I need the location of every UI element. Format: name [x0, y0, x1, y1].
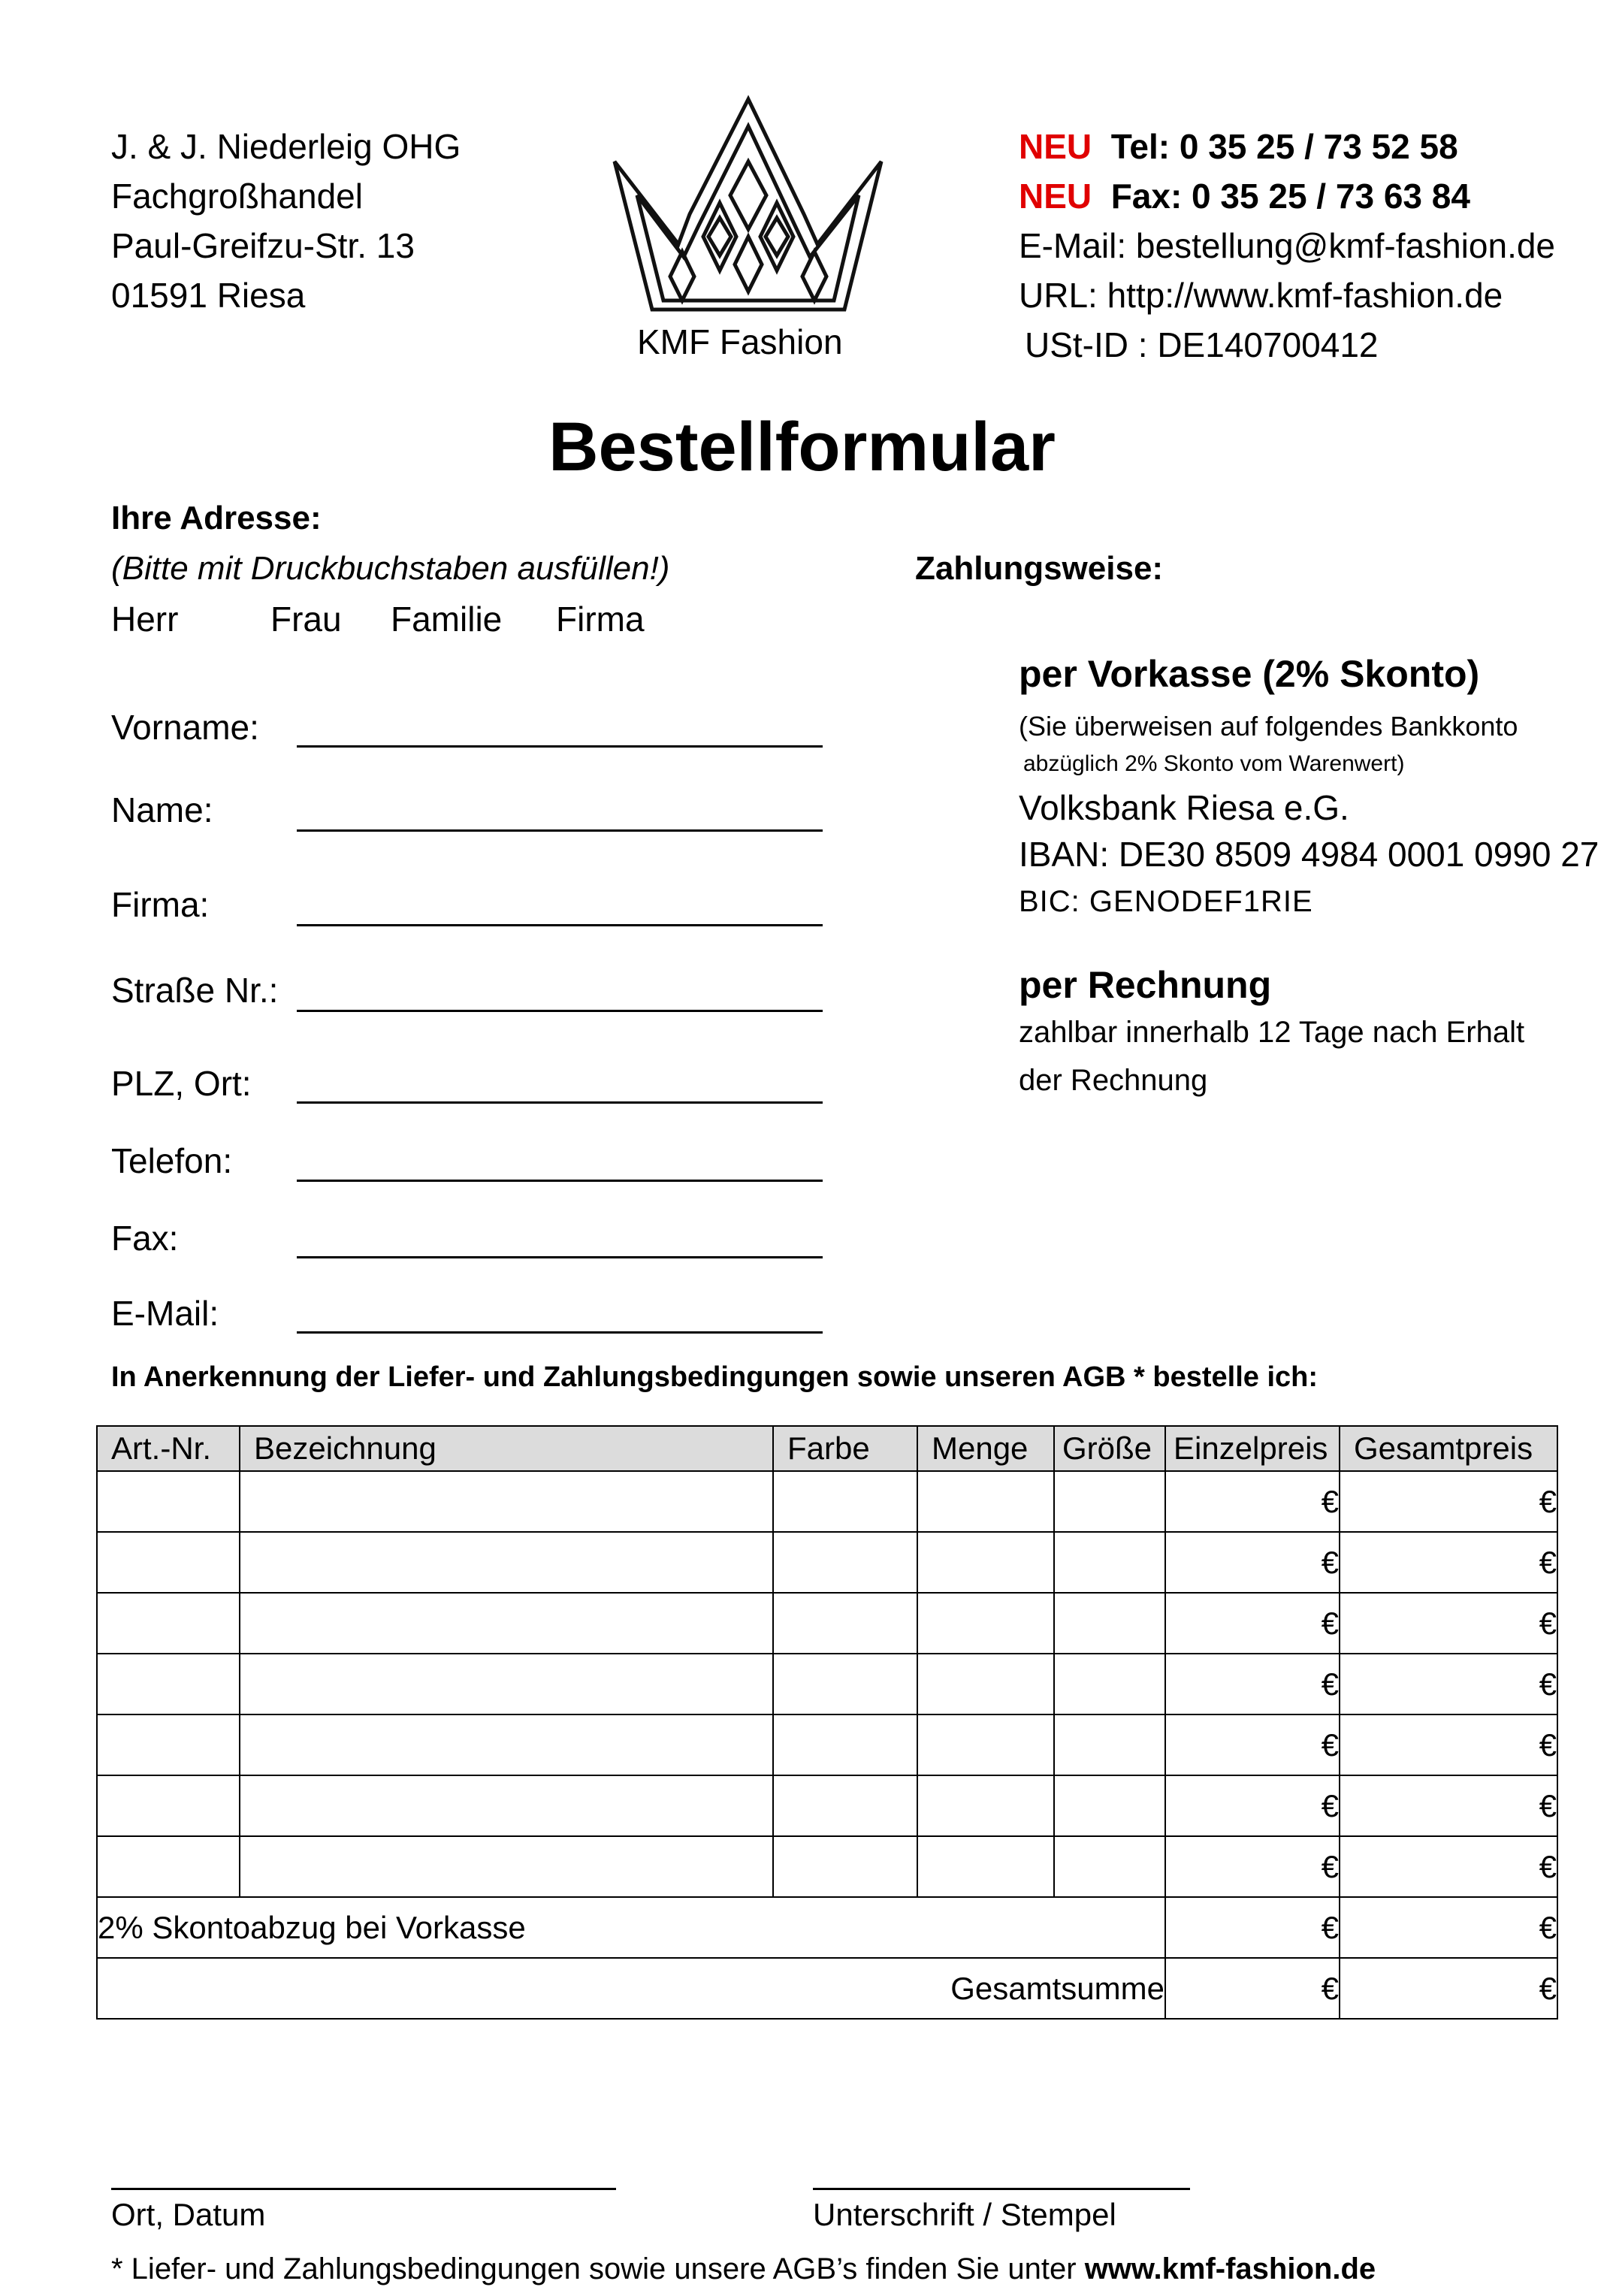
- fax-number: Fax: 0 35 25 / 73 63 84: [1110, 177, 1470, 216]
- field-firma[interactable]: [297, 924, 823, 926]
- cell-menge[interactable]: [917, 1593, 1054, 1654]
- label-name: Name:: [111, 790, 213, 829]
- cell-menge[interactable]: [917, 1775, 1054, 1836]
- footer-text: * Liefer- und Zahlungsbedingungen sowie unsere AGB’s finden Sie unter: [111, 2252, 1085, 2285]
- consent-text: In Anerkennung der Liefer- und Zahlungsbedingungen sowie unseren AGB * bestelle ich:: [111, 1361, 1319, 1393]
- cell-farbe[interactable]: [773, 1532, 917, 1593]
- salutation-herr[interactable]: Herr: [111, 600, 179, 639]
- salutation-familie[interactable]: Familie: [391, 600, 503, 639]
- total-label: Gesamtsumme: [97, 1958, 1165, 2019]
- cell-farbe[interactable]: [773, 1654, 917, 1714]
- url-line: URL: http://www.kmf-fashion.de: [1019, 276, 1503, 315]
- cell-bezeichnung[interactable]: [240, 1714, 773, 1775]
- new-badge: NEU: [1019, 177, 1092, 216]
- signature-line[interactable]: [813, 2188, 1190, 2190]
- cell-gesamtpreis[interactable]: €: [1340, 1654, 1557, 1714]
- cell-artnr[interactable]: [97, 1654, 240, 1714]
- table-row: [97, 1775, 1557, 1836]
- cell-gesamtpreis[interactable]: €: [1340, 1714, 1557, 1775]
- col-menge: Menge: [917, 1426, 1054, 1471]
- cell-menge[interactable]: [917, 1654, 1054, 1714]
- total-row: [97, 1958, 1557, 2019]
- label-strasse: Straße Nr.:: [111, 971, 279, 1010]
- field-vorname[interactable]: [297, 745, 823, 748]
- cell-farbe[interactable]: [773, 1836, 917, 1897]
- table-header-row: [97, 1426, 1557, 1471]
- cell-artnr[interactable]: [97, 1471, 240, 1532]
- table-row: [97, 1471, 1557, 1532]
- cell-bezeichnung[interactable]: [240, 1532, 773, 1593]
- field-strasse[interactable]: [297, 1010, 823, 1012]
- cell-groesse[interactable]: [1054, 1654, 1165, 1714]
- field-name[interactable]: [297, 829, 823, 832]
- order-table: [96, 1425, 1558, 2020]
- sender-trade: Fachgroßhandel: [111, 177, 363, 216]
- label-plz-ort: PLZ, Ort:: [111, 1064, 252, 1103]
- cell-bezeichnung[interactable]: [240, 1593, 773, 1654]
- crown-icon: [607, 90, 887, 325]
- discount-row: [97, 1897, 1557, 1958]
- cell-groesse[interactable]: [1054, 1471, 1165, 1532]
- payment-prepay-note-2: abzüglich 2% Skonto vom Warenwert): [1023, 751, 1405, 776]
- cell-gesamtpreis[interactable]: €: [1340, 1532, 1557, 1593]
- cell-groesse[interactable]: [1054, 1775, 1165, 1836]
- cell-groesse[interactable]: [1054, 1714, 1165, 1775]
- bank-iban: IBAN: DE30 8509 4984 0001 0990 27: [1019, 835, 1599, 874]
- cell-einzelpreis[interactable]: €: [1165, 1775, 1340, 1836]
- cell-menge[interactable]: [917, 1714, 1054, 1775]
- cell-gesamtpreis[interactable]: €: [1340, 1471, 1557, 1532]
- discount-einzelpreis[interactable]: €: [1165, 1897, 1340, 1958]
- cell-artnr[interactable]: [97, 1593, 240, 1654]
- col-farbe: Farbe: [773, 1426, 917, 1471]
- bank-bic: BIC: GENODEF1RIE: [1019, 885, 1313, 918]
- field-plz-ort[interactable]: [297, 1101, 823, 1104]
- sender-city: 01591 Riesa: [111, 276, 306, 315]
- col-bezeichnung: Bezeichnung: [240, 1426, 773, 1471]
- footer-link[interactable]: www.kmf-fashion.de: [1084, 2252, 1376, 2285]
- footer-note: [111, 2252, 1376, 2286]
- label-telefon: Telefon:: [111, 1141, 233, 1180]
- table-row: [97, 1654, 1557, 1714]
- cell-einzelpreis[interactable]: €: [1165, 1532, 1340, 1593]
- col-artnr: Art.-Nr.: [97, 1426, 240, 1471]
- payment-heading: Zahlungsweise:: [915, 550, 1164, 587]
- cell-artnr[interactable]: [97, 1714, 240, 1775]
- cell-bezeichnung[interactable]: [240, 1775, 773, 1836]
- phone-line: [1019, 122, 1555, 171]
- phone-number: Tel: 0 35 25 / 73 52 58: [1110, 127, 1458, 166]
- discount-label: 2% Skontoabzug bei Vorkasse: [97, 1897, 1165, 1958]
- address-note: (Bitte mit Druckbuchstaben ausfüllen!): [111, 550, 670, 587]
- cell-artnr[interactable]: [97, 1836, 240, 1897]
- cell-farbe[interactable]: [773, 1471, 917, 1532]
- cell-bezeichnung[interactable]: [240, 1471, 773, 1532]
- place-date-label: Ort, Datum: [111, 2197, 266, 2232]
- payment-invoice-title[interactable]: per Rechnung: [1019, 964, 1272, 1006]
- address-heading: Ihre Adresse:: [111, 500, 322, 536]
- payment-prepay-title[interactable]: per Vorkasse (2% Skonto): [1019, 653, 1480, 695]
- cell-bezeichnung[interactable]: [240, 1836, 773, 1897]
- fax-line: [1019, 171, 1555, 221]
- cell-einzelpreis[interactable]: €: [1165, 1714, 1340, 1775]
- signature-label: Unterschrift / Stempel: [813, 2197, 1116, 2232]
- cell-gesamtpreis[interactable]: €: [1340, 1593, 1557, 1654]
- field-telefon[interactable]: [297, 1180, 823, 1182]
- col-einzelpreis: Einzelpreis: [1165, 1426, 1340, 1471]
- table-row: [97, 1532, 1557, 1593]
- cell-einzelpreis[interactable]: €: [1165, 1654, 1340, 1714]
- sender-address: [111, 122, 461, 320]
- label-fax: Fax:: [111, 1219, 179, 1258]
- cell-menge[interactable]: [917, 1532, 1054, 1593]
- col-gesamtpreis: Gesamtpreis: [1340, 1426, 1557, 1471]
- salutation-firma[interactable]: Firma: [556, 600, 645, 639]
- cell-einzelpreis[interactable]: €: [1165, 1471, 1340, 1532]
- cell-gesamtpreis[interactable]: €: [1340, 1775, 1557, 1836]
- contact-info: [1019, 122, 1555, 370]
- field-email[interactable]: [297, 1331, 823, 1334]
- cell-farbe[interactable]: [773, 1775, 917, 1836]
- cell-menge[interactable]: [917, 1836, 1054, 1897]
- field-fax[interactable]: [297, 1256, 823, 1258]
- cell-groesse[interactable]: [1054, 1593, 1165, 1654]
- email-line: E-Mail: bestellung@kmf-fashion.de: [1019, 226, 1556, 265]
- new-badge: NEU: [1019, 127, 1092, 166]
- bank-name: Volksbank Riesa e.G.: [1019, 788, 1349, 827]
- page-title: Bestellformular: [548, 409, 1056, 485]
- cell-farbe[interactable]: [773, 1593, 917, 1654]
- total-gesamtpreis[interactable]: €: [1340, 1958, 1557, 2019]
- salutation-frau[interactable]: Frau: [270, 600, 342, 639]
- sender-company: J. & J. Niederleig OHG: [111, 127, 461, 166]
- sender-street: Paul-Greifzu-Str. 13: [111, 226, 415, 265]
- table-row: [97, 1593, 1557, 1654]
- vat-id: USt-ID : DE140700412: [1025, 325, 1379, 364]
- total-einzelpreis[interactable]: €: [1165, 1958, 1340, 2019]
- table-row: [97, 1714, 1557, 1775]
- place-date-line[interactable]: [111, 2188, 616, 2190]
- cell-menge[interactable]: [917, 1471, 1054, 1532]
- cell-gesamtpreis[interactable]: €: [1340, 1836, 1557, 1897]
- cell-einzelpreis[interactable]: €: [1165, 1836, 1340, 1897]
- cell-bezeichnung[interactable]: [240, 1654, 773, 1714]
- logo-label: KMF Fashion: [637, 322, 843, 361]
- table-row: [97, 1836, 1557, 1897]
- payment-invoice-note: zahlbar innerhalb 12 Tage nach Erhalt: [1019, 1016, 1525, 1049]
- payment-invoice-note-2: der Rechnung: [1019, 1064, 1208, 1097]
- discount-gesamtpreis[interactable]: €: [1340, 1897, 1557, 1958]
- cell-einzelpreis[interactable]: €: [1165, 1593, 1340, 1654]
- cell-artnr[interactable]: [97, 1532, 240, 1593]
- label-email: E-Mail:: [111, 1294, 219, 1333]
- label-vorname: Vorname:: [111, 708, 259, 747]
- cell-artnr[interactable]: [97, 1775, 240, 1836]
- payment-prepay-note: (Sie überweisen auf folgendes Bankkonto: [1019, 711, 1518, 742]
- label-firma: Firma:: [111, 885, 210, 924]
- col-groesse: Größe: [1054, 1426, 1165, 1471]
- cell-groesse[interactable]: [1054, 1532, 1165, 1593]
- cell-farbe[interactable]: [773, 1714, 917, 1775]
- cell-groesse[interactable]: [1054, 1836, 1165, 1897]
